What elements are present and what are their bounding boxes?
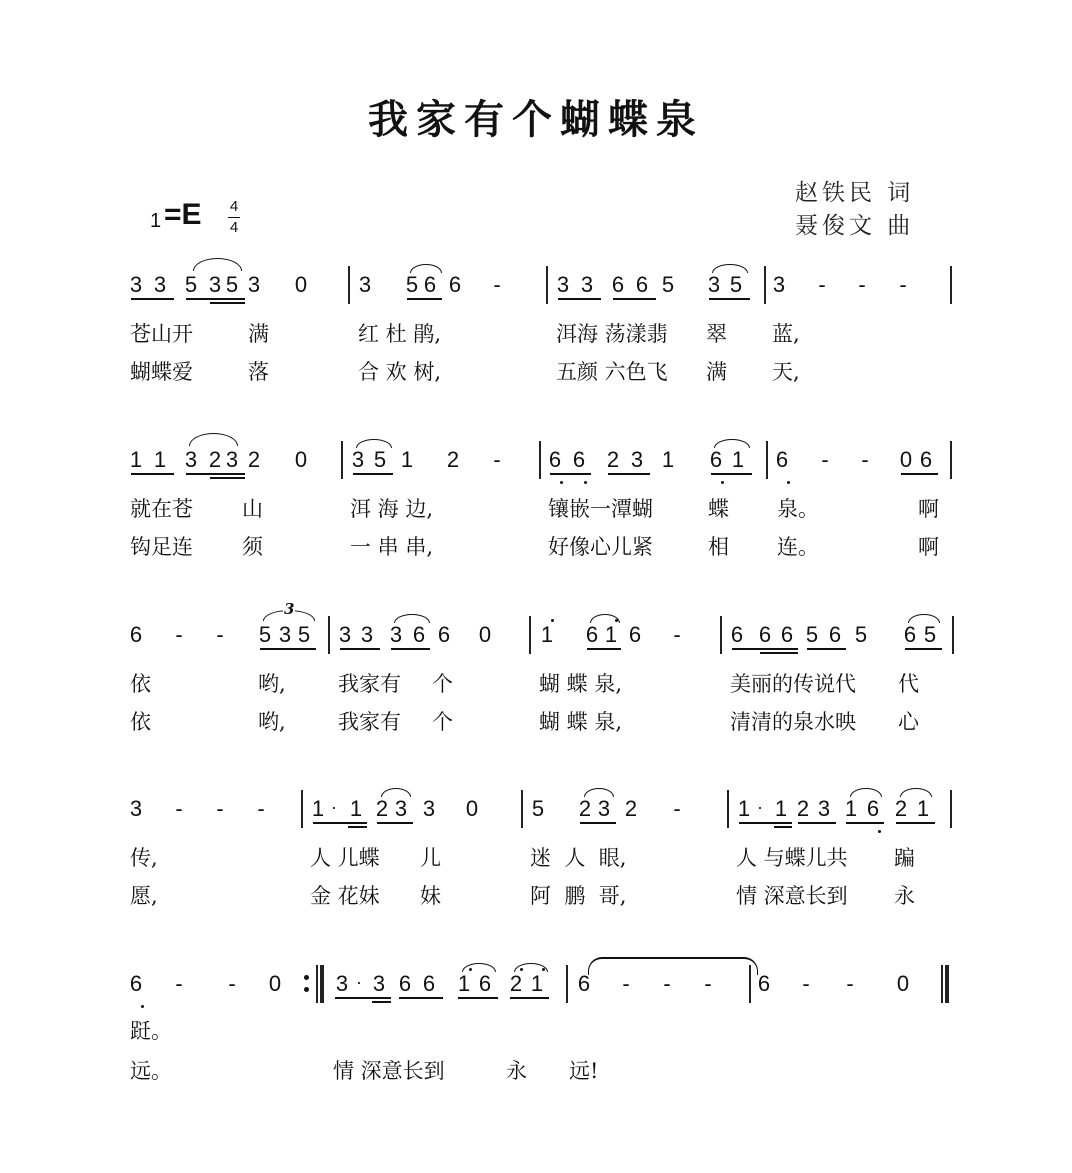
dash: - [216,796,224,821]
beam-underline [711,473,752,475]
lyric-verse-2: 须 [242,535,263,559]
lyric-verse-1: 苍山开 [130,322,193,346]
lyric-verse-1: 泉。 [777,497,819,521]
dash: - [216,622,224,647]
lyric-verse-1: 依 [130,672,151,696]
barline [950,441,952,479]
lyric-verse-2: 阿 鹏 哥, [530,884,627,908]
note: 6 [412,622,426,647]
repeat-sign-dot [304,987,309,992]
beam-underline [340,648,380,650]
note: 6 [635,272,649,297]
note: 3 [351,447,365,472]
note: 1 [349,796,363,821]
note: 3 [556,272,570,297]
note: 1 [916,796,930,821]
beam-underline [739,822,792,824]
beam-underline [335,997,391,999]
note: 6 [572,447,586,472]
note: 6 [437,622,451,647]
lyric-verse-2: 一 串 串, [350,535,434,559]
note: 3 [597,796,611,821]
note: 1 [540,622,554,647]
beam-underline [510,997,549,999]
time-top: 4 [229,198,239,215]
beam-underline [905,648,942,650]
barline [952,616,954,654]
slur-arc [900,788,932,797]
barline [546,266,548,304]
note: 6 [758,622,772,647]
barline [950,266,952,304]
slur-arc [714,439,750,448]
dash: - [175,796,183,821]
beam-underline [210,302,245,304]
lyric-verse-2: 钩足连 [130,535,193,559]
note: 3 [335,971,349,996]
beam-underline [348,826,367,828]
high-octave-dot [551,619,554,622]
low-octave-dot [787,481,790,484]
barline [950,790,952,828]
dash: - [818,272,826,297]
lyric-verse-2: 愿, [130,884,158,908]
lyric-verse-1: 人 与蝶儿共 [736,846,848,870]
note: 3 [422,796,436,821]
dash: - [861,447,869,472]
beam-underline [186,473,245,475]
note: 6 [585,622,599,647]
note: 0 [294,447,308,472]
low-octave-dot [878,830,881,833]
note: 5 [373,447,387,472]
beam-underline [774,826,792,828]
note: 3 [129,796,143,821]
note: 6 [628,622,642,647]
slur-arc [712,264,748,273]
dash: - [821,447,829,472]
slur-arc [189,433,238,446]
lyric-verse-2: 远。 [130,1059,172,1083]
barline [328,616,330,654]
lyric-verse-1: 蹁 [894,846,915,870]
note: 2 [247,447,261,472]
beam-underline [131,298,174,300]
note: 1 [311,796,325,821]
lyric-verse-1: 红 杜 鹃, [358,322,442,346]
note: 1 [604,622,618,647]
lyric-verse-2: 相 [708,535,729,559]
lyric-verse-2: 心 [898,710,919,734]
note: 1 [774,796,788,821]
note: 0 [478,622,492,647]
song-title: 我家有个蝴蝶泉 [368,96,704,143]
lyric-verse-1: 哟, [258,672,286,696]
beam-underline [210,477,245,479]
composer-credit: 聂俊文 曲 [795,213,915,239]
low-octave-dot [560,481,563,484]
note: 0 [268,971,282,996]
note: 5 [258,622,272,647]
lyric-verse-1: 跹。 [130,1019,172,1043]
low-octave-dot [584,481,587,484]
augmentation-dot: · [757,797,763,817]
note: 5 [405,272,419,297]
score-system [0,447,1072,607]
barline [529,616,531,654]
beam-underline [798,822,836,824]
note: 6 [577,971,591,996]
dash: - [257,796,265,821]
barline [727,790,729,828]
lyric-verse-2: 五颜 六色飞 [556,360,668,384]
lyric-verse-1: 人 儿蝶 [310,846,380,870]
note: 3 [580,272,594,297]
note: 1 [661,447,675,472]
beam-underline [846,822,884,824]
lyric-verse-1: 蝶 [708,497,729,521]
augmentation-dot: · [331,797,337,817]
note: 0 [896,971,910,996]
beam-underline [901,473,938,475]
dash: - [673,796,681,821]
beam-underline [186,298,245,300]
note: 6 [611,272,625,297]
dash: - [493,447,501,472]
note: 0 [465,796,479,821]
lyric-verse-2: 情 深意长到 [333,1059,445,1083]
note: 1 [457,971,471,996]
note: 5 [297,622,311,647]
double-barline [316,965,318,1003]
beam-underline [372,1001,391,1003]
note: 6 [780,622,794,647]
lyric-verse-2: 连。 [777,535,819,559]
lyric-verse-1: 迷 人 眼, [530,846,627,870]
note: 1 [153,447,167,472]
note: 5 [805,622,819,647]
dash: - [663,971,671,996]
note: 6 [866,796,880,821]
beam-underline [558,298,601,300]
note: 6 [398,971,412,996]
note: 3 [278,622,292,647]
note: 3 [707,272,721,297]
beam-underline [807,648,846,650]
dash: - [846,971,854,996]
lyric-verse-2: 依 [130,710,151,734]
beam-underline [896,822,935,824]
barline [764,266,766,304]
dash: - [175,622,183,647]
lyric-verse-1: 蝴 蝶 泉, [539,672,623,696]
slur-arc [394,614,430,623]
dash: - [858,272,866,297]
repeat-sign-dot [304,975,309,980]
key-tonic: 1 [150,210,162,232]
note: 6 [709,447,723,472]
beam-underline [709,298,750,300]
note: 0 [899,447,913,472]
note: 5 [531,796,545,821]
double-barline [945,965,949,1003]
slur-arc [462,963,496,972]
barline [521,790,523,828]
lyric-verse-1: 代 [898,672,919,696]
lyric-verse-2: 远! [569,1059,599,1083]
slur-arc [850,788,882,797]
beam-underline [550,473,591,475]
beam-underline [458,997,498,999]
note: 3 [247,272,261,297]
lyric-verse-2: 合 欢 树, [358,360,442,384]
low-octave-dot [721,481,724,484]
lyric-verse-2: 好像心儿紧 [548,535,653,559]
note: 3 [225,447,239,472]
beam-underline [377,822,413,824]
note: 5 [225,272,239,297]
double-barline [320,965,324,1003]
barline [341,441,343,479]
note: 6 [730,622,744,647]
lyric-verse-1: 山 [242,497,263,521]
time-signature [228,198,240,237]
note: 3 [358,272,372,297]
slur-arc [908,614,940,623]
beam-underline [760,652,798,654]
note: 6 [129,971,143,996]
barline [766,441,768,479]
note: 6 [129,622,143,647]
note: 6 [757,971,771,996]
lyric-verse-2: 永 [506,1059,527,1083]
dash: - [673,622,681,647]
barline [348,266,350,304]
note: 2 [894,796,908,821]
low-octave-dot [141,1005,144,1008]
tie-arc [588,957,758,975]
note: 3 [372,971,386,996]
note: 3 [184,447,198,472]
note: 1 [400,447,414,472]
beam-underline [399,997,443,999]
score-system [0,796,1072,956]
barline [539,441,541,479]
note: 1 [129,447,143,472]
note: 2 [606,447,620,472]
note: 6 [548,447,562,472]
note: 3 [129,272,143,297]
lyric-verse-2: 哟, [258,710,286,734]
beam-underline [587,648,621,650]
note: 6 [478,971,492,996]
note: 6 [828,622,842,647]
dash: - [175,971,183,996]
lyric-verse-1: 洱 海 边, [350,497,434,521]
note: 3 [338,622,352,647]
note: 5 [854,622,868,647]
lyric-verse-2: 情 深意长到 [736,884,848,908]
lyric-verse-1: 个 [432,672,453,696]
slur-arc [514,963,548,972]
note: 3 [208,272,222,297]
augmentation-dot: · [356,972,362,992]
lyric-verse-1: 传, [130,846,158,870]
note: 1 [530,971,544,996]
note: 0 [294,272,308,297]
lyric-verse-2: 清清的泉水映 [730,710,856,734]
slur-arc [590,614,620,623]
note: 2 [446,447,460,472]
note: 2 [509,971,523,996]
note: 3 [772,272,786,297]
note: 2 [208,447,222,472]
key-letter: =E [164,198,202,231]
note: 5 [729,272,743,297]
score-system [0,600,1072,782]
dash: - [228,971,236,996]
dash: - [622,971,630,996]
beam-underline [391,648,430,650]
beam-underline [131,473,174,475]
lyric-verse-1: 美丽的传说代 [730,672,856,696]
lyric-verse-2: 金 花妹 [310,884,380,908]
note: 5 [923,622,937,647]
double-barline [941,965,943,1003]
dash: - [493,272,501,297]
lyric-verse-1: 翠 [706,322,727,346]
note: 1 [844,796,858,821]
barline [301,790,303,828]
lyric-verse-2: 天, [772,360,800,384]
note: 1 [737,796,751,821]
note: 6 [448,272,462,297]
lyric-verse-2: 妹 [420,884,441,908]
triplet-label: 3 [284,600,295,618]
note: 2 [578,796,592,821]
note: 3 [360,622,374,647]
note: 3 [630,447,644,472]
beam-underline [580,822,616,824]
lyric-verse-1: 镶嵌一潭蝴 [548,497,653,521]
note: 6 [423,272,437,297]
beam-underline [313,822,367,824]
lyric-verse-1: 洱海 荡漾翡 [556,322,668,346]
slur-arc [584,788,614,797]
lyric-verse-2: 蝴 蝶 泉, [539,710,623,734]
beam-underline [732,648,798,650]
lyric-verse-1: 儿 [420,846,441,870]
note: 2 [624,796,638,821]
beam-underline [613,298,656,300]
note: 2 [796,796,810,821]
barline [566,965,568,1003]
note: 3 [153,272,167,297]
lyric-verse-2: 满 [706,360,727,384]
score-system [0,272,1072,432]
lyric-verse-2: 蝴蝶爱 [130,360,193,384]
lyric-verse-1: 满 [248,322,269,346]
note: 3 [394,796,408,821]
slur-arc [356,439,392,448]
lyric-verse-1: 我家有 [338,672,401,696]
lyric-verse-1: 蓝, [772,322,800,346]
dash: - [802,971,810,996]
note: 6 [775,447,789,472]
dash: - [704,971,712,996]
beam-underline [260,648,316,650]
beam-underline [407,298,442,300]
dash: - [899,272,907,297]
note: 5 [184,272,198,297]
beam-underline [608,473,650,475]
note: 2 [375,796,389,821]
slur-arc [381,788,411,797]
slur-arc [193,258,242,271]
score-system [0,971,1072,1131]
note: 3 [817,796,831,821]
lyric-verse-1: 啊 [918,497,939,521]
slur-arc [410,264,442,273]
note: 6 [903,622,917,647]
barline [720,616,722,654]
beam-underline [353,473,393,475]
lyric-verse-2: 我家有 [338,710,401,734]
note: 3 [389,622,403,647]
lyric-verse-2: 落 [248,360,269,384]
lyric-verse-1: 就在苍 [130,497,193,521]
lyricist-credit: 赵铁民 词 [795,180,915,206]
time-bottom: 4 [229,219,239,236]
note: 6 [422,971,436,996]
note: 6 [919,447,933,472]
lyric-verse-2: 永 [894,884,915,908]
note: 1 [731,447,745,472]
lyric-verse-2: 啊 [918,535,939,559]
note: 5 [661,272,675,297]
lyric-verse-2: 个 [432,710,453,734]
